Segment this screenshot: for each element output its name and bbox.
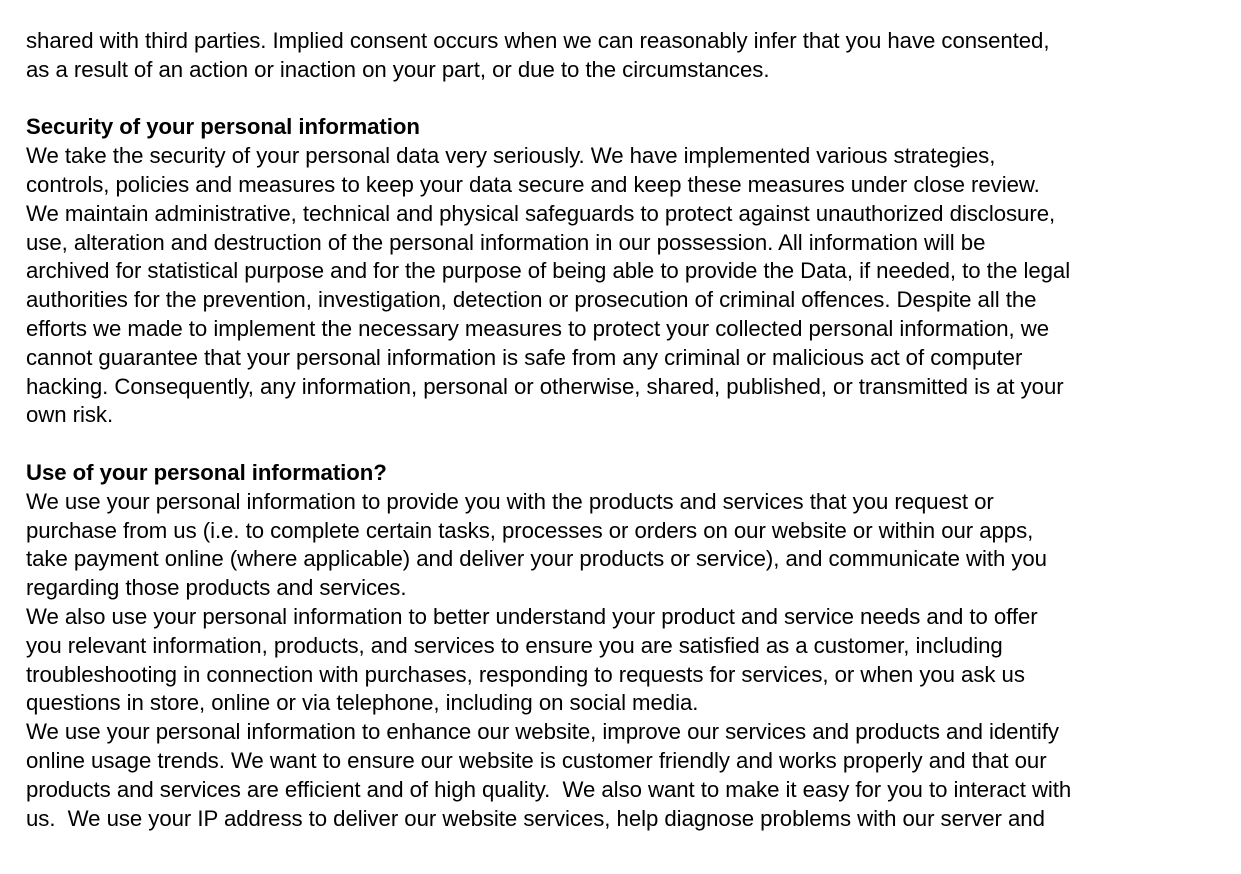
intro-paragraph xyxy=(26,27,1226,85)
document-page xyxy=(26,27,1226,833)
text-line: purchase from us (i.e. to complete certain tasks, processes or orders on our website or within our apps, xyxy=(26,517,1034,543)
text-line: controls, policies and measures to keep your data secure and keep these measures under close review. xyxy=(26,171,1040,197)
text-line: archived for statistical purpose and for the purpose of being able to provide the Data, if needed, to the legal xyxy=(26,258,1071,284)
text-line: We also use your personal information to better understand your product and service needs and to offer xyxy=(26,603,1038,629)
section-heading-security: Security of your personal information xyxy=(26,114,420,140)
text-line: hacking. Consequently, any information, personal or otherwise, shared, published, or transmitted is at your xyxy=(26,373,1064,399)
text-line: regarding those products and services. xyxy=(26,575,407,601)
text-line: products and services are efficient and of high quality. We also want to make it easy for you to interact with xyxy=(26,776,1072,802)
text-line: We maintain administrative, technical and physical safeguards to protect against unauthorized disclosure, xyxy=(26,200,1056,226)
text-line: questions in store, online or via telephone, including on social media. xyxy=(26,690,699,716)
section-heading-use: Use of your personal information? xyxy=(26,459,387,485)
use-section xyxy=(26,459,1226,833)
text-line: authorities for the prevention, investigation, detection or prosecution of criminal offences. Despite all the xyxy=(26,287,1037,313)
paragraph-spacer xyxy=(26,430,1226,459)
text-line: efforts we made to implement the necessary measures to protect your collected personal information, we xyxy=(26,315,1050,341)
text-line: We use your personal information to enhance our website, improve our services and products and identify xyxy=(26,719,1059,745)
text-line: cannot guarantee that your personal information is safe from any criminal or malicious act of computer xyxy=(26,344,1023,370)
text-line: use, alteration and destruction of the personal information in our possession. All information will be xyxy=(26,229,986,255)
text-line: own risk. xyxy=(26,402,114,428)
text-line: us. We use your IP address to deliver our website services, help diagnose problems with our server and xyxy=(26,805,1045,831)
paragraph-spacer xyxy=(26,85,1226,114)
text-line: shared with third parties. Implied consent occurs when we can reasonably infer that you have consented, xyxy=(26,28,1050,53)
text-line: as a result of an action or inaction on your part, or due to the circumstances. xyxy=(26,56,770,82)
text-line: online usage trends. We want to ensure our website is customer friendly and works properly and that our xyxy=(26,747,1047,773)
text-line: We use your personal information to provide you with the products and services that you request or xyxy=(26,488,994,514)
text-line: take payment online (where applicable) and deliver your products or service), and communicate with you xyxy=(26,546,1047,572)
security-section xyxy=(26,113,1226,430)
text-line: you relevant information, products, and services to ensure you are satisfied as a customer, including xyxy=(26,632,1003,658)
text-line: troubleshooting in connection with purchases, responding to requests for services, or when you ask us xyxy=(26,661,1025,687)
text-line: We take the security of your personal data very seriously. We have implemented various strategies, xyxy=(26,143,996,169)
